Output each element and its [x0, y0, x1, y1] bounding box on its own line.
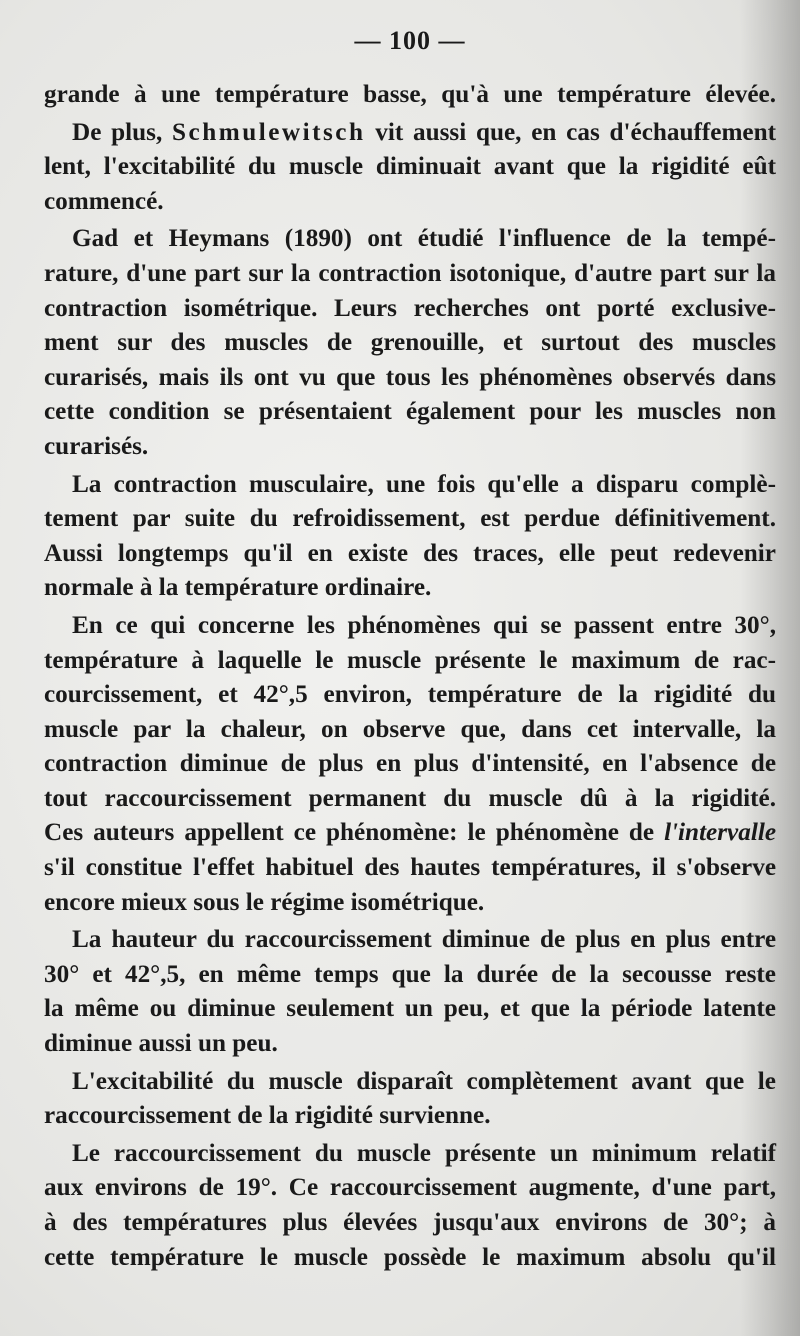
text-line: La hauteur du raccourcissement diminue de plus en plus entre [72, 926, 776, 954]
text-line: diminue aussi un peu. [44, 1030, 278, 1058]
text-line: L'excitabilité du muscle disparaît complètement avant que le [72, 1067, 776, 1095]
paragraph [44, 923, 776, 1061]
body-text [44, 78, 776, 1278]
text-line: contraction isométrique. Leurs recherches ont porté exclusive- [44, 294, 776, 322]
text-line: raccourcissement de la rigidité survienne. [44, 1102, 491, 1130]
paragraph [44, 468, 776, 606]
paragraph [44, 1065, 776, 1134]
text-line: ment sur des muscles de grenouille, et surtout des muscles [44, 329, 776, 357]
text-line: aux environs de 19°. Ce raccourcissement augmente, d'une part, [44, 1174, 776, 1202]
text-line: lent, l'excitabilité du muscle diminuait avant que la rigidité eût [44, 153, 776, 181]
text-line: curarisés, mais ils ont vu que tous les phénomènes observés dans [44, 363, 776, 391]
text-line: cette condition se présentaient également pour les muscles non [44, 398, 776, 426]
text-line: muscle par la chaleur, on observe que, dans cet intervalle, la [44, 715, 776, 743]
text-line: Aussi longtemps qu'il en existe des traces, elle peut redevenir [44, 539, 776, 567]
text-line: tement par suite du refroidissement, est perdue définitivement. [44, 505, 776, 533]
text-line: température à laquelle le muscle présente le maximum de rac- [44, 646, 776, 674]
paragraph [44, 78, 776, 113]
italic-term: l'intervalle [664, 819, 776, 847]
text-line: s'il constitue l'effet habituel des hautes températures, il s'observe [44, 854, 776, 882]
text-line: curarisés. [44, 432, 149, 460]
text-line: tout raccourcissement permanent du muscle dû à la rigidité. [44, 784, 776, 812]
text-line: 30° et 42°,5, en même temps que la durée de la secousse reste [44, 960, 776, 988]
text-line: Ces auteurs appellent ce phénomène: le phénomène de l'intervalle [44, 819, 776, 847]
text-line: contraction diminue de plus en plus d'intensité, en l'absence de [44, 750, 776, 778]
text-line: cette température le muscle possède le maximum absolu qu'il [44, 1243, 776, 1271]
text-line: courcissement, et 42°,5 environ, température de la rigidité du [44, 681, 776, 709]
text-line: la même ou diminue seulement un peu, et que la période latente [44, 995, 776, 1023]
text-line: De plus, Schmulewitsch vit aussi que, en cas d'échauffement [72, 118, 776, 146]
page-number: — 100 — [354, 26, 466, 55]
text-line: normale à la température ordinaire. [44, 574, 432, 602]
text-line: commencé. [44, 187, 164, 215]
paragraph [44, 1137, 776, 1275]
text-line: rature, d'une part sur la contraction isotonique, d'autre part sur la [44, 259, 776, 287]
text-line: En ce qui concerne les phénomènes qui se passent entre 30°, [72, 611, 776, 639]
text-line: encore mieux sous le régime isométrique. [44, 888, 485, 916]
paragraph [44, 222, 776, 464]
text-line: Gad et Heymans (1890) ont étudié l'influence de la tempé- [72, 225, 776, 253]
text-line: La contraction musculaire, une fois qu'elle a disparu complè- [72, 470, 776, 498]
paragraph [44, 116, 776, 220]
text-line: Le raccourcissement du muscle présente un minimum relatif [72, 1139, 776, 1167]
author-name: Schmulewitsch [172, 118, 366, 146]
paragraph [44, 609, 776, 920]
text-line: grande à une température basse, qu'à une température élevée. [44, 81, 776, 108]
text-line: à des températures plus élevées jusqu'aux environs de 30°; à [44, 1209, 776, 1236]
